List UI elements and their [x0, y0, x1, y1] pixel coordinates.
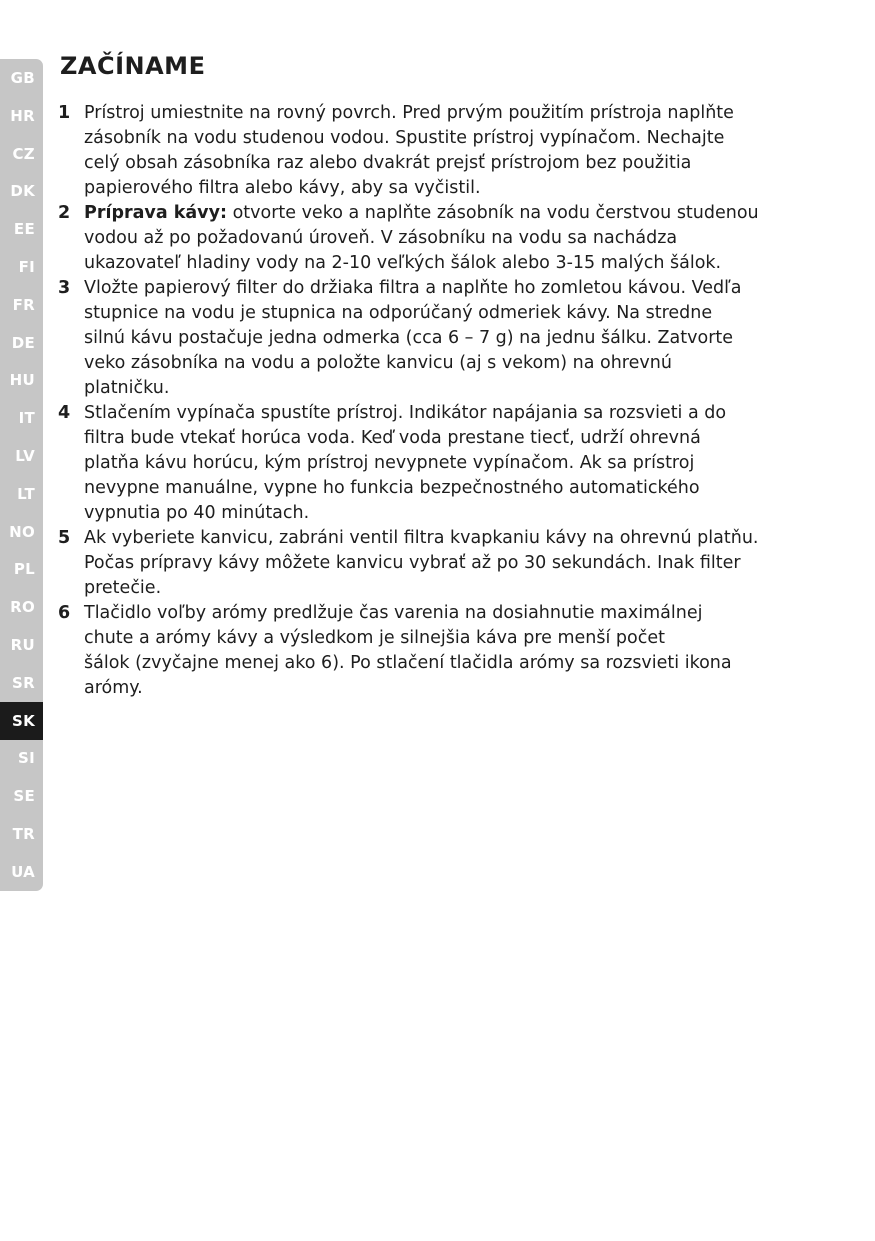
language-tab-fr[interactable]: FR: [12, 295, 35, 314]
step-item: [58, 201, 838, 276]
step-line: Prístroj umiestnite na rovný povrch. Pred prvým použitím prístroja naplňte: [84, 103, 734, 123]
language-tab-sk[interactable]: SK: [0, 702, 43, 740]
step-line: filtra bude vtekať horúca voda. Keď voda prestane tiecť, udrží ohrevná: [84, 428, 701, 448]
language-tab-lt[interactable]: LT: [17, 484, 35, 503]
step-number: 4: [58, 403, 71, 423]
language-tab-se[interactable]: SE: [13, 787, 35, 806]
language-tab-bar: [0, 59, 43, 891]
step-number: 5: [58, 528, 71, 548]
step-line: platňa kávu horúcu, kým prístroj nevypnete vypínačom. Ak sa prístroj: [84, 453, 695, 473]
language-tab-it[interactable]: IT: [18, 409, 35, 428]
page-title: ZAČÍNAME: [60, 52, 206, 80]
step-line: stupnice na vodu je stupnica na odporúčaný odmeriek kávy. Na stredne: [84, 303, 713, 323]
step-line: Tlačidlo voľby arómy predlžuje čas varenia na dosiahnutie maximálnej: [84, 603, 703, 623]
step-lead: Príprava kávy:: [84, 203, 227, 223]
language-tab-hr[interactable]: HR: [10, 106, 35, 125]
step-item: [58, 401, 838, 526]
step-line: [84, 201, 838, 226]
language-tab-cz[interactable]: CZ: [12, 144, 35, 163]
step-item: [58, 101, 838, 201]
language-tab-de[interactable]: DE: [11, 333, 35, 352]
step-line: Počas prípravy kávy môžete kanvicu vybrať až po 30 sekundách. Inak filter: [84, 553, 741, 573]
step-number: 1: [58, 103, 71, 123]
step-line: veko zásobníka na vodu a položte kanvicu (aj s vekom) na ohrevnú: [84, 353, 672, 373]
step-line: zásobník na vodu studenou vodou. Spustite prístroj vypínačom. Nechajte: [84, 128, 725, 148]
step-line: šálok (zvyčajne menej ako 6). Po stlačení tlačidla arómy sa rozsvieti ikona: [84, 653, 732, 673]
language-tab-dk[interactable]: DK: [10, 182, 35, 201]
step-item: [58, 526, 838, 601]
step-line: silnú kávu postačuje jedna odmerka (cca 6 – 7 g) na jednu šálku. Zatvorte: [84, 328, 734, 348]
step-line: pretečie.: [84, 578, 162, 598]
step-number: 6: [58, 603, 71, 623]
step-item: [58, 276, 838, 401]
language-tab-sr[interactable]: SR: [12, 673, 35, 692]
step-item: [58, 601, 838, 701]
step-number: 2: [58, 203, 71, 223]
language-tab-pl[interactable]: PL: [13, 560, 35, 579]
step-line: Ak vyberiete kanvicu, zabráni ventil filtra kvapkaniu kávy na ohrevnú platňu.: [84, 528, 759, 548]
language-tab-ro[interactable]: RO: [10, 598, 35, 617]
language-tab-hu[interactable]: HU: [9, 371, 35, 390]
step-number: 3: [58, 278, 71, 298]
language-tab-lv[interactable]: LV: [15, 447, 35, 465]
step-line: Stlačením vypínača spustíte prístroj. Indikátor napájania sa rozsvieti a do: [84, 403, 727, 423]
step-line: vypnutia po 40 minútach.: [84, 503, 310, 523]
language-tab-fi[interactable]: FI: [18, 258, 35, 276]
step-line: papierového filtra alebo kávy, aby sa vyčistil.: [84, 178, 481, 198]
step-line: nevypne manuálne, vypne ho funkcia bezpečnostného automatického: [84, 478, 700, 498]
language-tab-no[interactable]: NO: [9, 522, 35, 541]
step-line: arómy.: [84, 678, 143, 698]
step-line: ukazovateľ hladiny vody na 2-10 veľkých šálok alebo 3-15 malých šálok.: [84, 253, 722, 273]
language-tab-ua[interactable]: UA: [11, 862, 35, 881]
language-tab-si[interactable]: SI: [18, 749, 35, 768]
language-tab-tr[interactable]: TR: [12, 825, 35, 843]
step-line: celý obsah zásobníka raz alebo dvakrát prejsť prístrojom bez použitia: [84, 153, 692, 173]
language-tab-ru[interactable]: RU: [10, 636, 35, 654]
step-lead-rest: otvorte veko a naplňte zásobník na vodu čerstvou studenou: [227, 203, 759, 223]
step-line: vodou až po požadovanú úroveň. V zásobníku na vodu sa nachádza: [84, 228, 678, 248]
step-line: Vložte papierový filter do držiaka filtra a naplňte ho zomletou kávou. Vedľa: [84, 278, 742, 298]
step-line: chute a arómy kávy a výsledkom je silnejšia káva pre menší počet: [84, 628, 665, 648]
language-tab-gb[interactable]: GB: [10, 69, 35, 87]
language-tab-ee[interactable]: EE: [13, 220, 35, 239]
step-line: platničku.: [84, 378, 170, 398]
steps-list: [58, 101, 838, 701]
